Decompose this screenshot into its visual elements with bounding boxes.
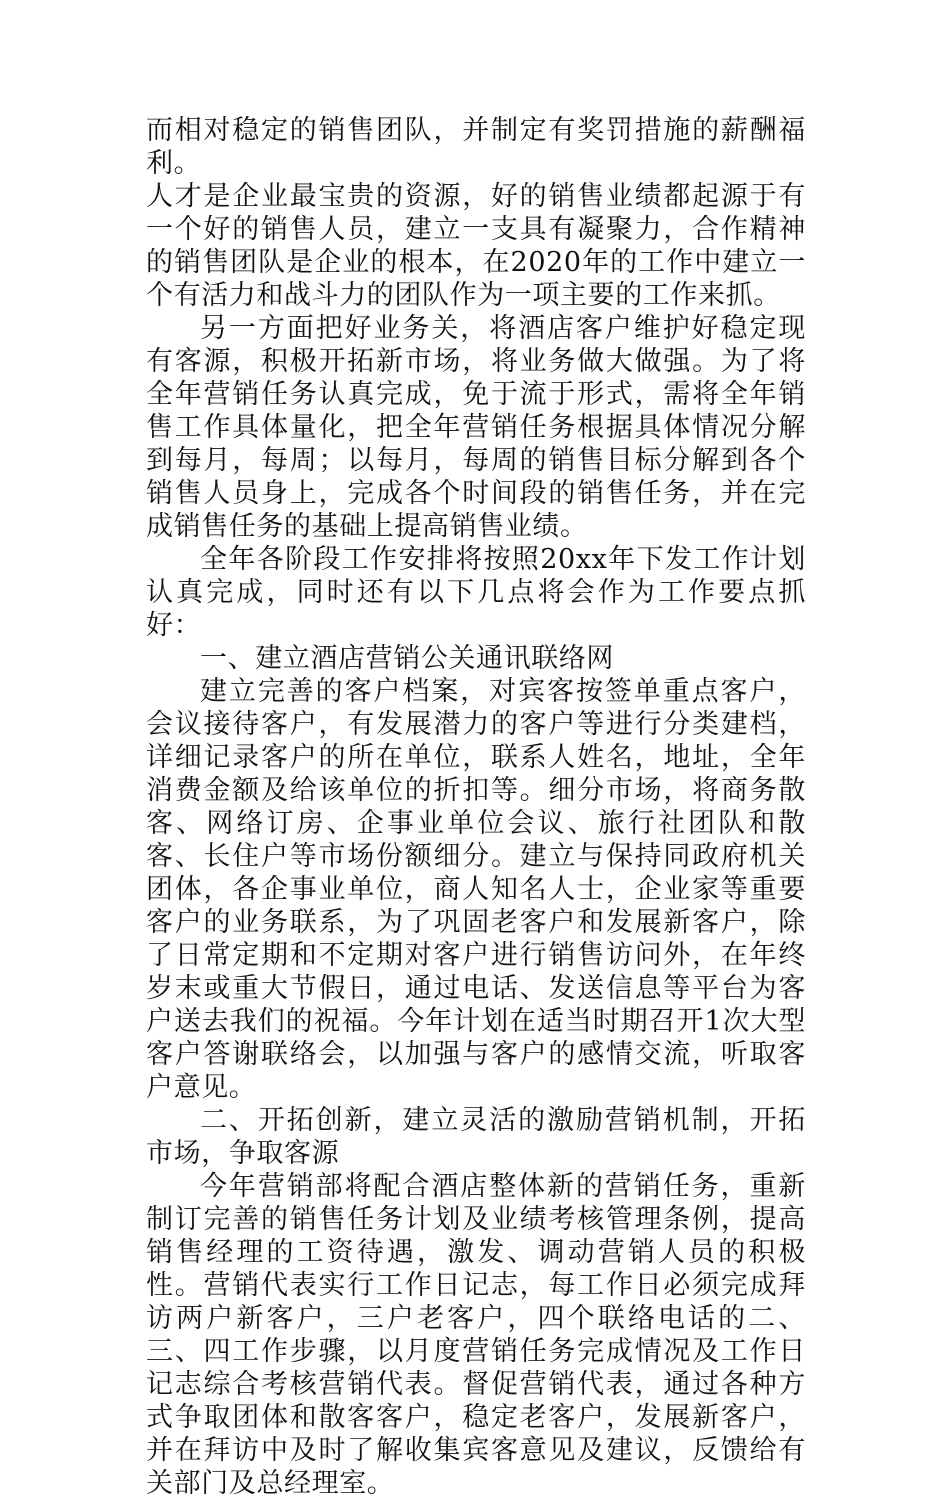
paragraph-1: 而相对稳定的销售团队，并制定有奖罚措施的薪酬福利。 [146,115,806,179]
paragraph-4: 全年各阶段工作安排将按照20xx年下发工作计划认真完成，同时还有以下几点将会作为工作要点抓好： [146,544,806,641]
document-body [146,114,806,1500]
paragraph-3: 另一方面把好业务关，将酒店客户维护好稳定现有客源，积极开拓新市场，将业务做大做强。为了将全年营销任务认真完成，免于流于形式，需将全年销售工作具体量化，把全年营销任务根据具体情况分解到每月，每周；以每月，每周的销售目标分解到各个销售人员身上，完成各个时间段的销售任务，并在完成销售任务的基础上提高销售业绩。 [146,313,806,542]
paragraph-6: 今年营销部将配合酒店整体新的营销任务，重新制订完善的销售任务计划及业绩考核管理条例，提高销售经理的工资待遇，激发、调动营销人员的积极性。营销代表实行工作日记志，每工作日必须完成拜访两户新客户，三户老客户，四个联络电话的二、三、四工作步骤，以月度营销任务完成情况及工作日记志综合考核营销代表。督促营销代表，通过各种方式争取团体和散客客户，稳定老客户，发展新客户，并在拜访中及时了解收集宾客意见及建议，反馈给有关部门及总经理室。 [146,1171,806,1499]
paragraph-2: 人才是企业最宝贵的资源，好的销售业绩都起源于有一个好的销售人员，建立一支具有凝聚力，合作精神的销售团队是企业的根本，在2020年的工作中建立一个有活力和战斗力的团队作为一项主要的工作来抓。 [146,181,806,311]
section-heading-1: 一、建立酒店营销公关通讯联络网 [200,643,614,674]
paragraph-5: 建立完善的客户档案，对宾客按签单重点客户，会议接待客户，有发展潜力的客户等进行分类建档，详细记录客户的所在单位，联系人姓名，地址，全年消费金额及给该单位的折扣等。细分市场，将商务散客、网络订房、企事业单位会议、旅行社团队和散客、长住户等市场份额细分。建立与保持同政府机关团体，各企事业单位，商人知名人士，企业家等重要客户的业务联系，为了巩固老客户和发展新客户，除了日常定期和不定期对客户进行销售访问外，在年终岁末或重大节假日，通过电话、发送信息等平台为客户送去我们的祝福。今年计划在适当时期召开1次大型客户答谢联络会，以加强与客户的感情交流，听取客户意见。 [146,676,806,1103]
section-heading-2: 二、开拓创新，建立灵活的激励营销机制，开拓市场，争取客源 [146,1105,806,1169]
